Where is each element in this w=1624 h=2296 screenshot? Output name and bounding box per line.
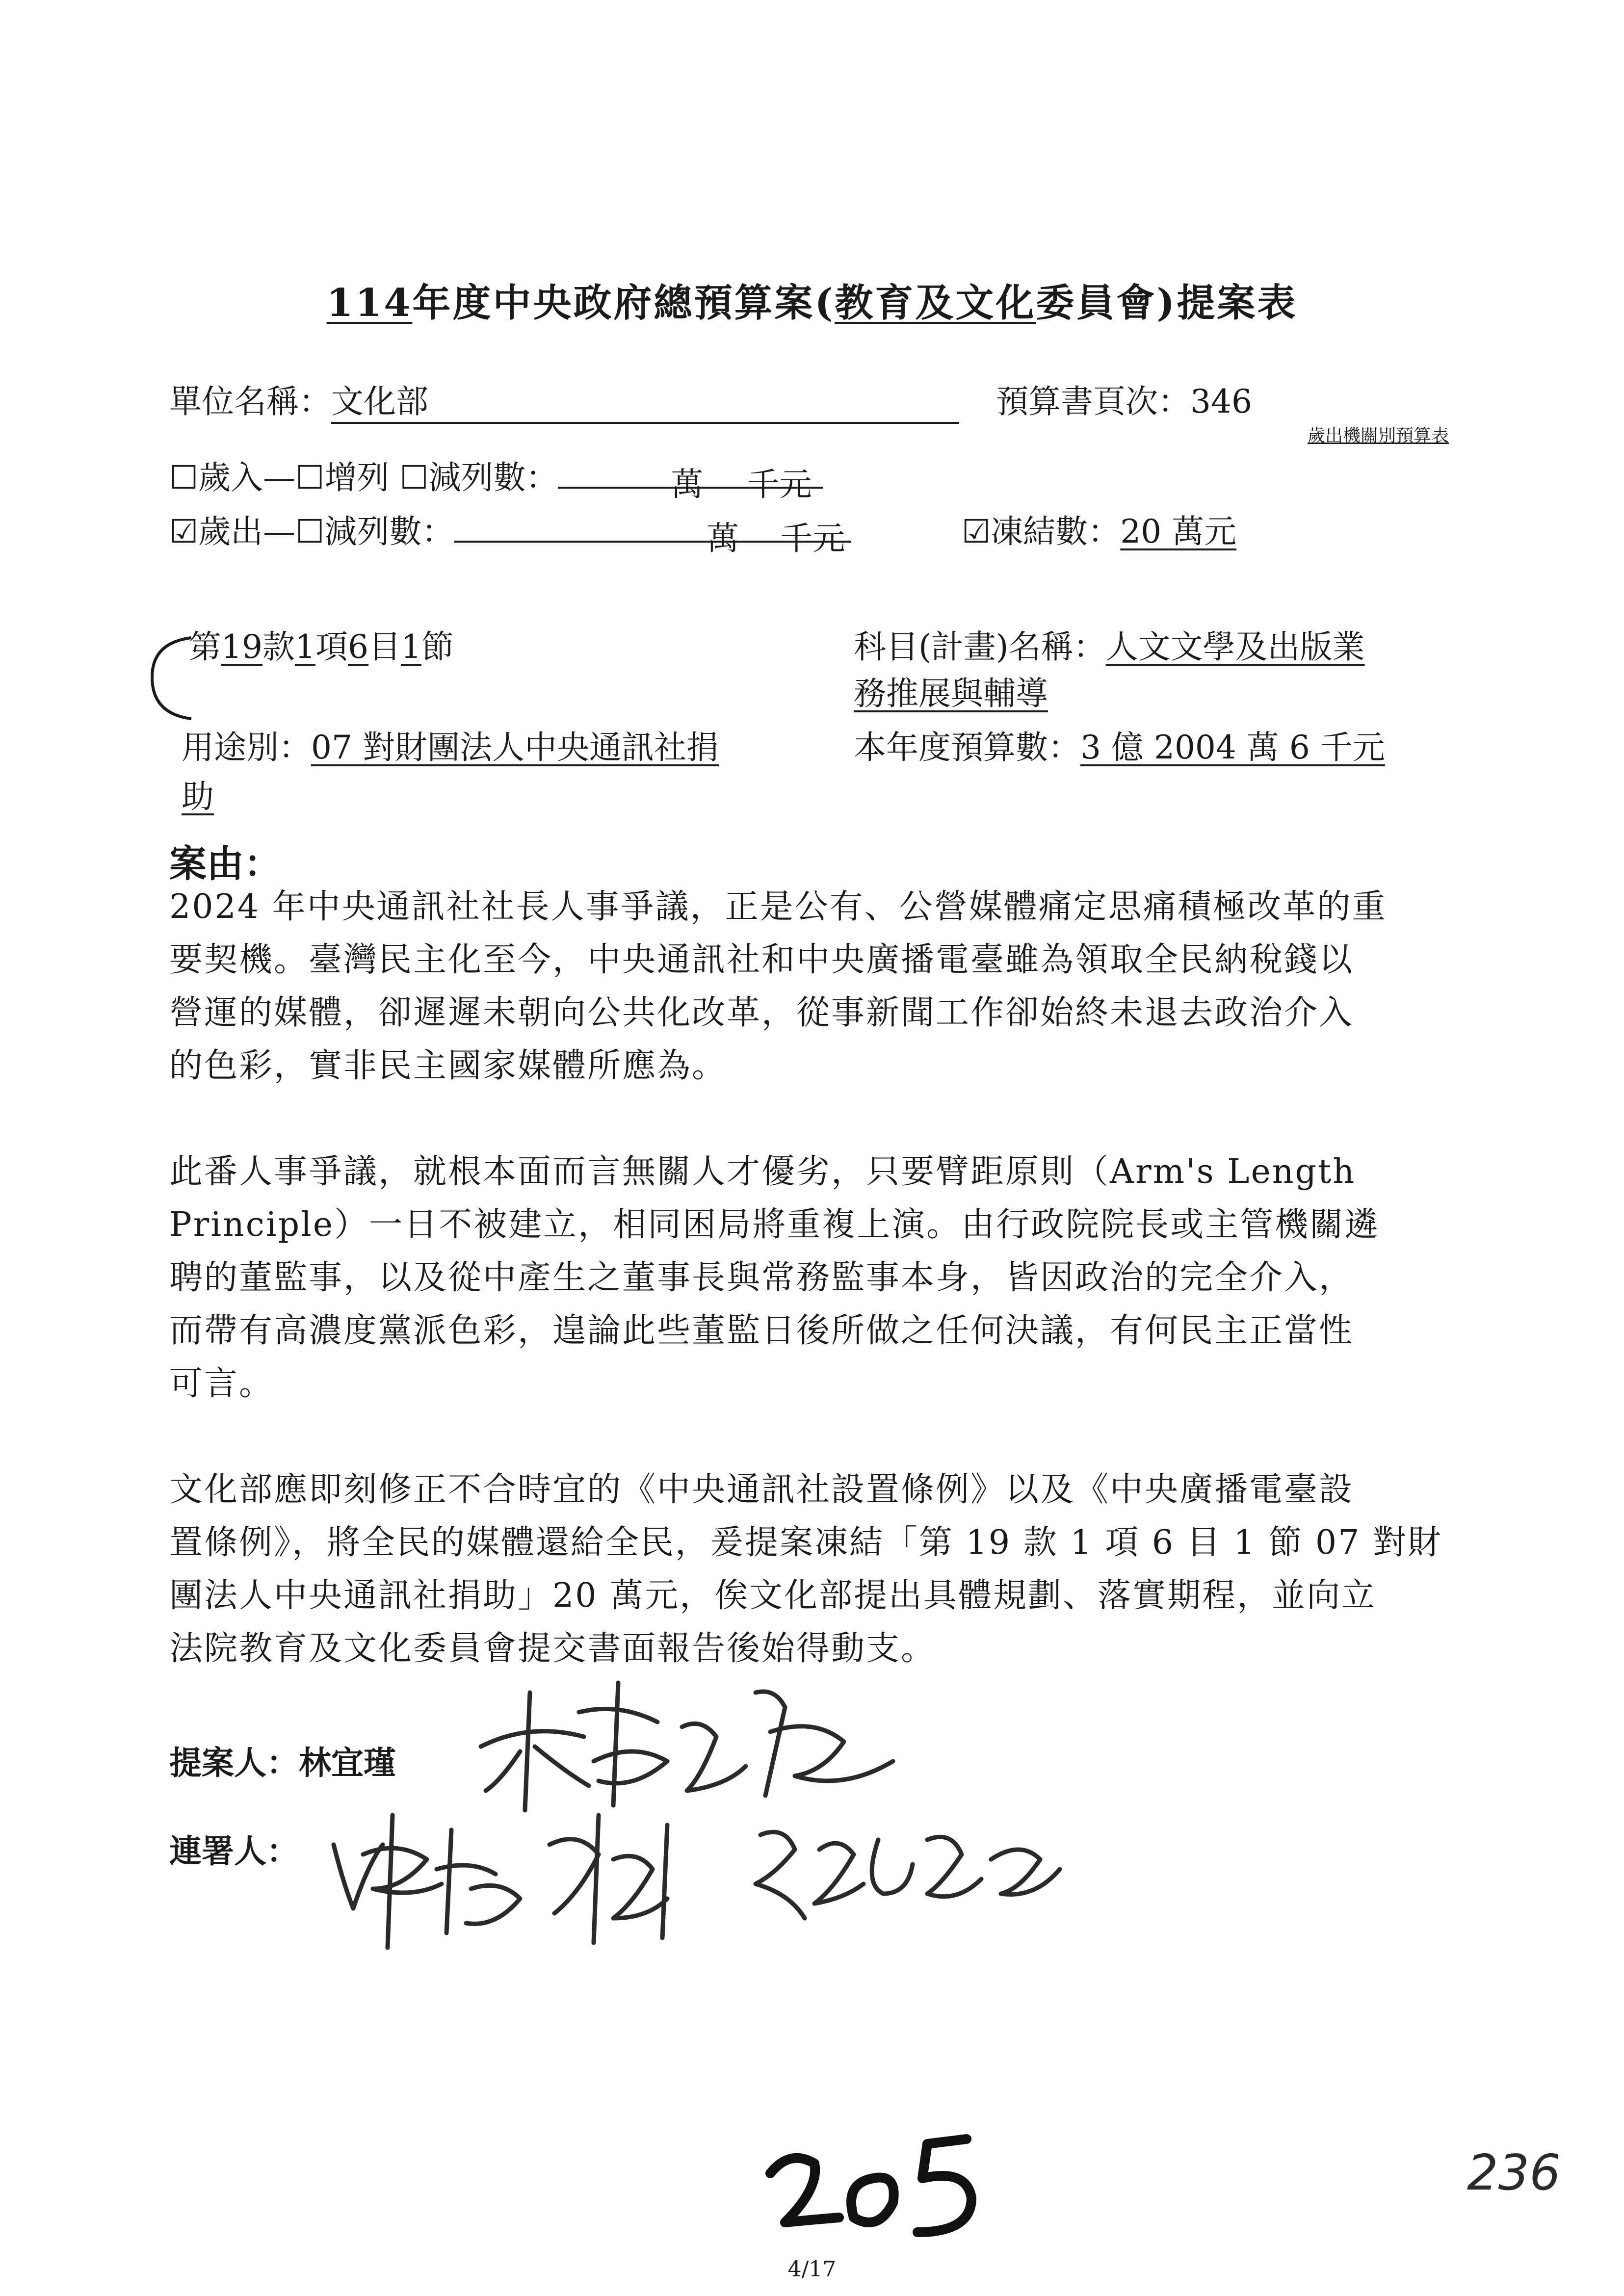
subject-line2-row [854,667,1048,714]
paragraph-2 [169,1146,1494,1410]
cosigner-signature [324,1786,1084,1972]
title-committee: 教育及文化 [835,281,1036,325]
handwritten-corner-number: 236 [1467,2144,1561,2201]
freeze-row [962,505,1236,552]
budget-page-value: 346 [1190,383,1252,420]
p1-line1: 2024 年中央通訊社社長人事爭議，正是公有、公營媒體痛定思痛積極改革的重 [169,887,1387,926]
cosigner-label: 連署人： [169,1832,299,1870]
title-year: 114 [326,281,413,325]
item-prefix: 第 [189,628,221,666]
p2-line5: 可言。 [169,1364,274,1403]
handwritten-page-number [760,2124,996,2242]
item-jie: 1 [400,628,421,666]
subject-row [854,621,1365,667]
expense-text: ☑歲出—☐減列數： [169,513,454,550]
item-xiang: 1 [294,628,315,666]
unit-row [169,375,959,424]
freeze-label: ☑凍結數： [962,513,1121,550]
item-row [189,621,454,667]
page-footer: 4/17 [787,2257,837,2282]
p3-line4: 法院教育及文化委員會提交書面報告後始得動支。 [169,1629,936,1668]
proposer-label: 提案人： [169,1744,299,1782]
subject-line2: 務推展與輔導 [854,675,1048,712]
revenue-unit2: 千元 [747,466,812,503]
purpose-line2-row [182,770,214,817]
purpose-row [182,721,719,768]
handwritten-205-text [760,2124,996,2211]
paragraph-3 [169,1463,1494,1675]
purpose-label: 用途別： [182,729,311,766]
freeze-value: 20 萬元 [1120,513,1237,550]
proposer-row [169,1737,396,1783]
p2-line1: 此番人事爭議，就根本面而言無關人才優劣，只要臂距原則（Arm's Length [169,1152,1356,1191]
p3-line1: 文化部應即刻修正不合時宜的《中央通訊社設置條例》以及《中央廣播電臺設 [169,1470,1354,1509]
revenue-blank [558,458,823,503]
budget-page-note: 歲出機關別預算表 [1308,426,1449,446]
expense-row [169,505,851,557]
unit-label: 單位名稱： [169,383,331,420]
revenue-unit1: 萬 [671,466,704,503]
item-jie-label: 節 [421,628,454,666]
item-mu: 6 [347,628,368,666]
item-kuan: 19 [221,628,262,666]
item-kuan-label: 款 [262,628,295,666]
budget-page-label: 預算書頁次： [996,383,1190,420]
budget-page-row [996,375,1252,422]
cosigner-row [169,1825,299,1872]
p3-line3: 團法人中央通訊社捐助」20 萬元，俟文化部提出具體規劃、落實期程，並向立 [169,1576,1377,1615]
proposer-name: 林宜瑾 [299,1744,396,1782]
purpose-line2: 助 [182,778,214,815]
reason-heading: 案由： [169,842,281,886]
title-part1: 年度中央政府總預算案( [412,281,835,325]
title-part2: 委員會)提案表 [1036,281,1298,325]
annual-budget-value: 3 億 2004 萬 6 千元 [1080,729,1385,766]
paragraph-1 [169,881,1494,1093]
expense-unit2: 千元 [780,520,845,557]
annual-budget-label: 本年度預算數： [854,729,1080,766]
item-xiang-label: 項 [315,628,348,666]
p2-line4: 而帶有高濃度黨派色彩，遑論此些董監日後所做之任何決議，有何民主正當性 [169,1311,1354,1350]
annual-budget-row [854,721,1385,768]
purpose-line1: 07 對財團法人中央通訊社捐 [311,729,719,766]
expense-unit1: 萬 [707,520,739,557]
expense-blank [454,512,851,557]
p1-line3: 營運的媒體，卻遲遲未朝向公共化改革，從事新聞工作卻始終未退去政治介入 [169,993,1354,1032]
subject-line1: 人文文學及出版業 [1105,628,1365,666]
revenue-text: ☐歲入—☐增列 ☐減列數： [169,459,558,496]
revenue-row [169,451,823,503]
p1-line4: 的色彩，實非民主國家媒體所應為。 [169,1046,727,1085]
page-title [0,272,1624,327]
p1-line2: 要契機。臺灣民主化至今，中央通訊社和中央廣播電臺雖為領取全民納稅錢以 [169,940,1354,979]
unit-value: 文化部 [331,375,959,424]
p2-line3: 聘的董監事，以及從中產生之董事長與常務監事本身，皆因政治的完全介入， [169,1258,1354,1297]
p2-line2: Principle）一日不被建立，相同困局將重複上演。由行政院院長或主管機關遴 [169,1205,1380,1244]
reason-body [169,881,1494,1728]
p3-line2: 置條例》，將全民的媒體還給全民，爰提案凍結「第 19 款 1 項 6 目 1 節 07 對財 [169,1523,1443,1562]
item-mu-label: 目 [368,628,401,666]
subject-label: 科目(計畫)名稱： [854,628,1106,666]
